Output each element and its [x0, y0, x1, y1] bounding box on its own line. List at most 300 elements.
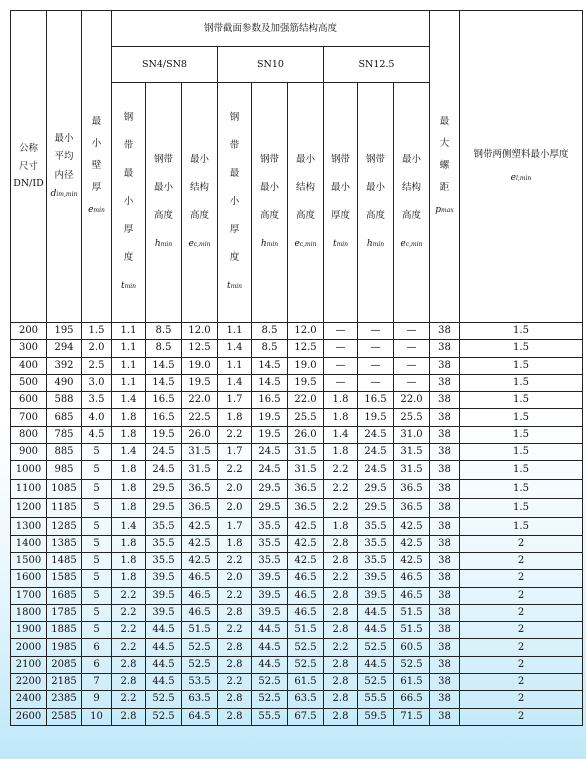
table-cell: 26.0	[182, 426, 218, 443]
table-cell: 24.5	[358, 444, 394, 461]
table-cell: 2.2	[324, 639, 358, 656]
table-cell: 5	[82, 518, 112, 535]
table-cell: 52.5	[182, 639, 218, 656]
table-cell: 1.5	[460, 357, 583, 374]
table-cell: 38	[430, 552, 460, 569]
table-cell: 42.5	[288, 535, 324, 552]
table-cell: 39.5	[252, 604, 288, 621]
table-cell: 1.8	[112, 409, 146, 426]
table-cell: 10	[82, 708, 112, 725]
table-cell: 1.5	[460, 444, 583, 461]
header-t-char: 度	[123, 252, 134, 263]
table-cell: 66.5	[394, 691, 430, 708]
table-cell: 1600	[11, 570, 47, 587]
table-cell: 19.5	[252, 409, 288, 426]
table-cell: 195	[47, 323, 82, 340]
table-cell: 9	[82, 691, 112, 708]
table-cell: 2.8	[218, 656, 252, 673]
table-cell: 1685	[47, 587, 82, 604]
table-cell: 2	[460, 622, 583, 639]
table-cell: 5	[82, 444, 112, 461]
header-t-char: 厚	[123, 224, 134, 235]
table-cell: 46.5	[182, 587, 218, 604]
table-cell: 42.5	[394, 552, 430, 569]
table-cell: —	[394, 374, 430, 391]
table-cell: —	[324, 323, 358, 340]
header-ec-line: 结构	[401, 182, 421, 193]
table-cell: 4.0	[82, 409, 112, 426]
header-t-symbol: tmin	[226, 281, 243, 291]
table-cell: 12.5	[288, 340, 324, 357]
table-cell: 29.5	[252, 480, 288, 499]
table-cell: 2.2	[218, 461, 252, 480]
table-cell: 14.5	[252, 357, 288, 374]
table-cell: 44.5	[358, 604, 394, 621]
table-cell: 52.5	[358, 674, 394, 691]
header-emin-symbol: emin	[88, 205, 105, 215]
table-cell: 44.5	[146, 674, 182, 691]
table-cell: 2.8	[324, 691, 358, 708]
header-dn-line: 公称	[18, 143, 38, 155]
header-el-symbol: el,min	[510, 173, 532, 184]
table-cell: 1.8	[112, 426, 146, 443]
table-cell: 39.5	[252, 570, 288, 587]
table-cell: 16.5	[358, 392, 394, 409]
header-ec-line: 最小	[189, 154, 209, 165]
table-cell: 39.5	[252, 587, 288, 604]
table-row	[11, 461, 583, 480]
table-cell: 1485	[47, 552, 82, 569]
header-ec-sn8	[182, 83, 218, 323]
table-cell: 19.0	[182, 357, 218, 374]
header-tmin-sn8	[112, 83, 146, 323]
table-cell: 53.5	[182, 674, 218, 691]
header-t-char: 带	[229, 140, 240, 151]
table-cell: 31.5	[394, 444, 430, 461]
table-cell: 5	[82, 535, 112, 552]
table-cell: 1.8	[112, 570, 146, 587]
table-cell: 2.0	[82, 340, 112, 357]
table-cell: 42.5	[182, 518, 218, 535]
table-cell: 1.5	[460, 323, 583, 340]
table-cell: 2.8	[324, 674, 358, 691]
table-cell: 1.5	[82, 323, 112, 340]
table-row	[11, 409, 583, 426]
header-dn-line: 尺寸	[18, 160, 38, 172]
table-cell: 2.8	[324, 708, 358, 725]
header-p-char: 螺	[439, 160, 450, 171]
table-cell: 46.5	[394, 570, 430, 587]
table-cell: 46.5	[288, 587, 324, 604]
table-cell: 3.0	[82, 374, 112, 391]
table-cell: 29.5	[358, 480, 394, 499]
header-dn	[11, 11, 47, 323]
table-cell: 38	[430, 604, 460, 621]
table-cell: 900	[11, 444, 47, 461]
table-cell: 1.5	[460, 499, 583, 518]
table-cell: 2.8	[324, 656, 358, 673]
table-row	[11, 570, 583, 587]
header-ec-line: 高度	[295, 210, 315, 221]
table-cell: 26.0	[288, 426, 324, 443]
table-cell: 44.5	[358, 656, 394, 673]
table-cell: 64.5	[182, 708, 218, 725]
table-cell: 1.4	[324, 426, 358, 443]
table-cell: 2.8	[324, 587, 358, 604]
table-cell: 46.5	[288, 570, 324, 587]
table-cell: 38	[430, 587, 460, 604]
table-cell: 2.2	[112, 622, 146, 639]
table-cell: 2	[460, 674, 583, 691]
table-cell: 2	[460, 708, 583, 725]
table-cell: 1.1	[112, 340, 146, 357]
table-cell: 24.5	[252, 444, 288, 461]
header-ec-line: 最小	[295, 154, 315, 165]
table-cell: 2.0	[218, 570, 252, 587]
table-cell: 2.8	[218, 708, 252, 725]
table-cell: 1585	[47, 570, 82, 587]
table-cell: 1.8	[112, 499, 146, 518]
table-cell: 44.5	[252, 656, 288, 673]
table-cell: 2.8	[218, 691, 252, 708]
table-cell: 61.5	[288, 674, 324, 691]
table-row	[11, 604, 583, 621]
group-sn4-sn8: SN4/SN8	[112, 47, 218, 83]
table-cell: 31.5	[288, 461, 324, 480]
table-cell: 19.5	[182, 374, 218, 391]
table-cell: 1.1	[112, 323, 146, 340]
table-cell: 2.2	[218, 426, 252, 443]
table-cell: 800	[11, 426, 47, 443]
table-cell: 1.8	[218, 409, 252, 426]
table-cell: 2.0	[218, 499, 252, 518]
table-cell: 67.5	[288, 708, 324, 725]
table-cell: 35.5	[358, 535, 394, 552]
table-cell: 1100	[11, 480, 47, 499]
table-cell: 31.5	[182, 444, 218, 461]
table-row	[11, 656, 583, 673]
table-cell: 700	[11, 409, 47, 426]
table-row	[11, 691, 583, 708]
table-cell: 8.5	[146, 323, 182, 340]
table-cell: —	[324, 357, 358, 374]
header-t-char: 度	[229, 252, 240, 263]
table-cell: 29.5	[146, 499, 182, 518]
table-cell: 2.2	[218, 552, 252, 569]
table-cell: 44.5	[252, 622, 288, 639]
table-cell: 1.8	[112, 461, 146, 480]
table-cell: 12.0	[288, 323, 324, 340]
table-cell: 63.5	[288, 691, 324, 708]
header-t-char: 最	[229, 168, 240, 179]
table-cell: 31.5	[182, 461, 218, 480]
table-cell: 2.5	[82, 357, 112, 374]
header-dm-line: 内径	[54, 169, 74, 181]
header-ec-sn12-5	[394, 83, 430, 323]
header-pmax	[430, 11, 460, 323]
table-cell: 24.5	[252, 461, 288, 480]
header-h-line: 最小	[259, 182, 279, 193]
table-cell: 38	[430, 357, 460, 374]
table-cell: 46.5	[182, 604, 218, 621]
table-cell: 25.5	[394, 409, 430, 426]
header-ec-line: 结构	[189, 182, 209, 193]
table-cell: 1.8	[324, 518, 358, 535]
header-p-symbol: pmax	[435, 205, 454, 215]
table-cell: 36.5	[394, 499, 430, 518]
header-dm-symbol: dim,min	[50, 189, 78, 200]
header-emin-char: 小	[91, 138, 102, 149]
header-h-line: 高度	[365, 210, 385, 221]
table-row	[11, 552, 583, 569]
table-cell: 60.5	[394, 639, 430, 656]
table-cell: 35.5	[358, 552, 394, 569]
table-row	[11, 392, 583, 409]
header-t-symbol: tmin	[332, 239, 349, 249]
table-cell: 38	[430, 323, 460, 340]
header-h-line: 钢带	[365, 154, 385, 165]
table-cell: 35.5	[252, 552, 288, 569]
table-cell: 1.4	[218, 374, 252, 391]
table-cell: 2	[460, 656, 583, 673]
table-cell: 42.5	[394, 535, 430, 552]
table-cell: 2.2	[324, 570, 358, 587]
table-cell: 38	[430, 480, 460, 499]
table-cell: 2000	[11, 639, 47, 656]
table-cell: 52.5	[252, 674, 288, 691]
table-cell: 38	[430, 570, 460, 587]
table-cell: 44.5	[252, 639, 288, 656]
table-cell: 1.5	[460, 374, 583, 391]
table-title: 钢带截面参数及加强筋结构高度	[112, 11, 430, 47]
table-cell: 6	[82, 639, 112, 656]
table-cell: 1.1	[218, 323, 252, 340]
table-cell: 14.5	[252, 374, 288, 391]
header-dn-line: DN/ID	[13, 178, 44, 190]
table-cell: 25.5	[288, 409, 324, 426]
header-ec-line: 最小	[401, 154, 421, 165]
table-cell: 1.1	[112, 357, 146, 374]
header-h-line: 最小	[365, 182, 385, 193]
table-cell: 36.5	[182, 480, 218, 499]
table-cell: 2.2	[112, 639, 146, 656]
header-h-symbol: hmin	[154, 239, 173, 249]
table-cell: 35.5	[252, 518, 288, 535]
table-cell: 1000	[11, 461, 47, 480]
header-el	[460, 11, 583, 323]
table-cell: 1.4	[112, 518, 146, 535]
table-cell: 500	[11, 374, 47, 391]
table-cell: 14.5	[146, 357, 182, 374]
table-cell: 2085	[47, 656, 82, 673]
table-cell: 1.8	[324, 392, 358, 409]
table-cell: 1.5	[460, 340, 583, 357]
header-ec-symbol: ec,min	[188, 239, 211, 249]
table-row	[11, 444, 583, 461]
table-cell: 35.5	[358, 518, 394, 535]
table-cell: 16.5	[146, 392, 182, 409]
table-cell: 35.5	[146, 535, 182, 552]
table-cell: 1700	[11, 587, 47, 604]
header-ec-line: 高度	[189, 210, 209, 221]
header-h-symbol: hmin	[260, 239, 279, 249]
table-cell: 42.5	[394, 518, 430, 535]
header-h-symbol: hmin	[366, 239, 385, 249]
table-cell: 2	[460, 604, 583, 621]
table-cell: 785	[47, 426, 82, 443]
header-emin-char: 厚	[91, 182, 102, 193]
table-row	[11, 708, 583, 725]
table-cell: 2	[460, 639, 583, 656]
header-t-char: 带	[123, 140, 134, 151]
table-cell: 44.5	[146, 622, 182, 639]
header-tmin-sn12-5	[324, 83, 358, 323]
table-cell: 12.0	[182, 323, 218, 340]
table-cell: 63.5	[182, 691, 218, 708]
table-cell: 1.5	[460, 518, 583, 535]
table-cell: 46.5	[182, 570, 218, 587]
table-cell: 39.5	[358, 570, 394, 587]
table-cell: 490	[47, 374, 82, 391]
table-cell: 300	[11, 340, 47, 357]
table-cell: 1.8	[112, 535, 146, 552]
table-cell: 2.8	[112, 708, 146, 725]
table-cell: 1.7	[218, 392, 252, 409]
table-cell: 22.0	[182, 392, 218, 409]
header-hmin-sn12-5	[358, 83, 394, 323]
header-dm-line: 平均	[54, 151, 74, 163]
table-cell: 4.5	[82, 426, 112, 443]
table-row	[11, 518, 583, 535]
table-cell: 2185	[47, 674, 82, 691]
table-cell: 38	[430, 535, 460, 552]
table-cell: 1385	[47, 535, 82, 552]
table-cell: 1085	[47, 480, 82, 499]
table-cell: 2.8	[112, 656, 146, 673]
table-cell: —	[358, 340, 394, 357]
table-cell: 1.7	[218, 518, 252, 535]
table-cell: 24.5	[358, 461, 394, 480]
header-h-line: 钢带	[259, 154, 279, 165]
header-t-char: 小	[229, 196, 240, 207]
table-cell: 38	[430, 708, 460, 725]
table-cell: 885	[47, 444, 82, 461]
header-t-line: 钢带	[330, 154, 350, 165]
header-t-char: 钢	[229, 112, 240, 123]
header-h-line: 高度	[153, 210, 173, 221]
table-cell: 8.5	[146, 340, 182, 357]
table-cell: 1400	[11, 535, 47, 552]
table-cell: 38	[430, 444, 460, 461]
table-cell: 1185	[47, 499, 82, 518]
table-cell: 1.8	[112, 480, 146, 499]
table-cell: 42.5	[288, 552, 324, 569]
table-row	[11, 426, 583, 443]
table-cell: 1.7	[218, 444, 252, 461]
table-row	[11, 674, 583, 691]
table-cell: 8.5	[252, 340, 288, 357]
table-cell: 52.5	[288, 656, 324, 673]
table-cell: 52.5	[146, 691, 182, 708]
table-row	[11, 587, 583, 604]
table-cell: 2.2	[324, 499, 358, 518]
table-cell: 1.4	[112, 392, 146, 409]
table-cell: 1900	[11, 622, 47, 639]
table-cell: 42.5	[288, 518, 324, 535]
table-cell: 2.8	[324, 552, 358, 569]
table-cell: 52.5	[394, 656, 430, 673]
steel-strip-table	[10, 10, 583, 726]
table-cell: 1.5	[460, 461, 583, 480]
table-cell: 2	[460, 587, 583, 604]
table-cell: 29.5	[252, 499, 288, 518]
table-cell: 51.5	[394, 622, 430, 639]
table-cell: 1.1	[112, 374, 146, 391]
header-t-symbol: tmin	[120, 281, 137, 291]
table-cell: 24.5	[146, 461, 182, 480]
header-el-label: 钢带两侧塑料最小厚度	[473, 148, 569, 160]
table-cell: 22.0	[288, 392, 324, 409]
header-ec-line: 高度	[401, 210, 421, 221]
table-cell: 35.5	[146, 552, 182, 569]
table-cell: 19.5	[146, 426, 182, 443]
table-cell: 55.5	[252, 708, 288, 725]
table-cell: 5	[82, 570, 112, 587]
table-row	[11, 323, 583, 340]
header-emin-char: 最	[91, 116, 102, 127]
table-cell: 38	[430, 622, 460, 639]
table-cell: 38	[430, 461, 460, 480]
table-cell: 1.5	[460, 392, 583, 409]
table-cell: 400	[11, 357, 47, 374]
table-cell: 39.5	[146, 587, 182, 604]
group-sn12-5: SN12.5	[324, 47, 430, 83]
table-cell: 14.5	[146, 374, 182, 391]
header-h-line: 高度	[259, 210, 279, 221]
table-cell: 19.5	[358, 409, 394, 426]
header-ec-symbol: ec,min	[294, 239, 317, 249]
table-cell: 5	[82, 587, 112, 604]
table-cell: —	[324, 374, 358, 391]
table-cell: 1.8	[324, 444, 358, 461]
table-cell: 2.8	[324, 535, 358, 552]
table-cell: 44.5	[358, 622, 394, 639]
table-cell: 2.8	[218, 639, 252, 656]
header-tmin-sn10	[218, 83, 252, 323]
table-cell: 588	[47, 392, 82, 409]
table-cell: 2.2	[218, 622, 252, 639]
table-cell: 52.5	[182, 656, 218, 673]
table-cell: 2200	[11, 674, 47, 691]
group-sn10: SN10	[218, 47, 324, 83]
table-cell: 19.5	[252, 426, 288, 443]
table-cell: 8.5	[252, 323, 288, 340]
table-cell: 39.5	[146, 604, 182, 621]
table-cell: 36.5	[288, 499, 324, 518]
table-cell: 2.8	[112, 674, 146, 691]
table-row	[11, 340, 583, 357]
header-p-char: 距	[439, 182, 450, 193]
table-cell: 16.5	[252, 392, 288, 409]
table-cell: 2.8	[324, 604, 358, 621]
table-cell: 2600	[11, 708, 47, 725]
table-cell: 31.5	[394, 461, 430, 480]
table-cell: 2400	[11, 691, 47, 708]
table-cell: 1.8	[218, 535, 252, 552]
table-cell: 36.5	[288, 480, 324, 499]
table-cell: 61.5	[394, 674, 430, 691]
table-cell: 31.0	[394, 426, 430, 443]
